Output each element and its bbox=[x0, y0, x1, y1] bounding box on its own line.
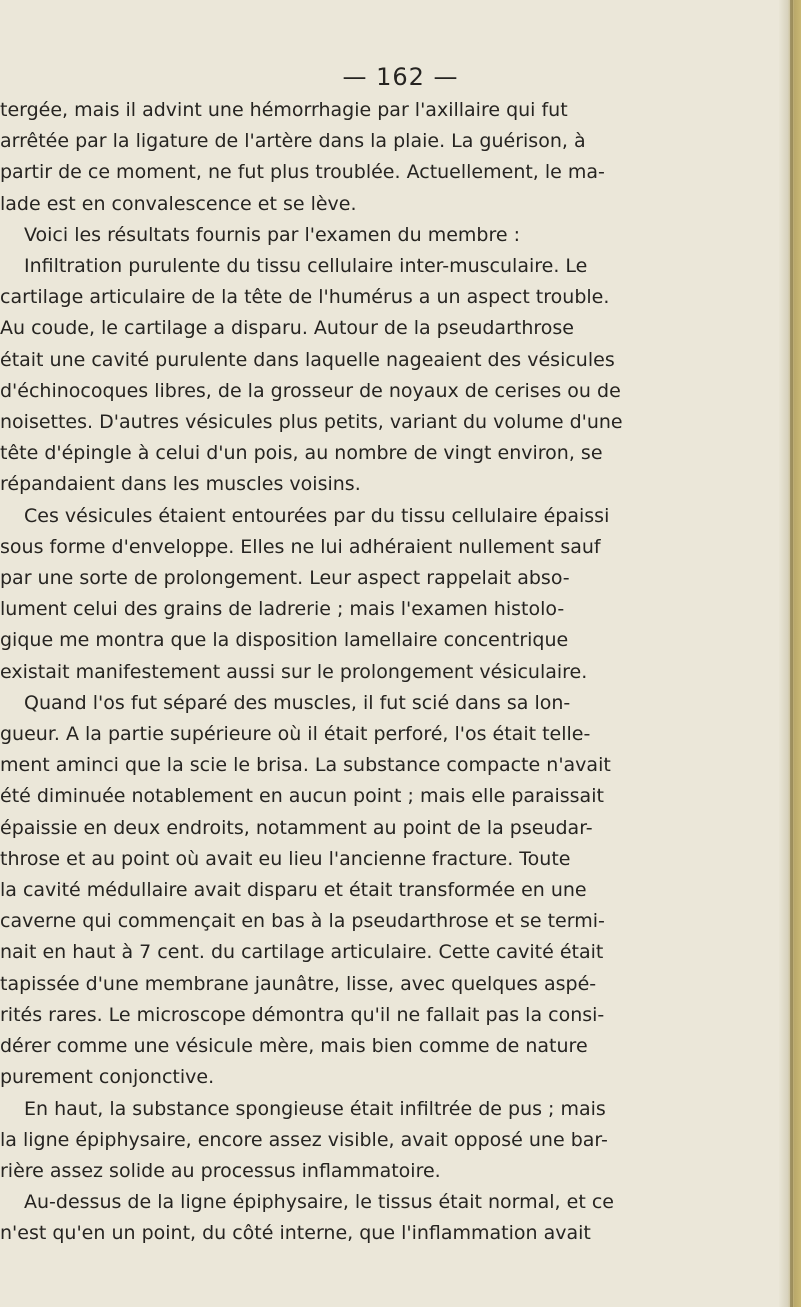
text-line: sous forme d'enveloppe. Elles ne lui adhéraient nullement sauf bbox=[0, 535, 601, 558]
text-line: la ligne épiphysaire, encore assez visible, avait opposé une bar- bbox=[0, 1128, 608, 1151]
text-line: été diminuée notablement en aucun point ; mais elle paraissait bbox=[0, 785, 604, 808]
text-line: nait en haut à 7 cent. du cartilage articulaire. Cette cavité était bbox=[0, 941, 604, 964]
text-line: noisettes. D'autres vésicules plus petits, variant du volume d'une bbox=[0, 411, 623, 434]
text-line: purement conjonctive. bbox=[0, 1066, 215, 1089]
text-line: par une sorte de prolongement. Leur aspect rappelait abso- bbox=[0, 567, 570, 590]
text-line: Infiltration purulente du tissu cellulaire inter-musculaire. Le bbox=[24, 255, 588, 278]
text-line: tête d'épingle à celui d'un pois, au nombre de vingt environ, se bbox=[0, 442, 603, 465]
text-line: cartilage articulaire de la tête de l'humérus a un aspect trouble. bbox=[0, 286, 610, 309]
text-line: partir de ce moment, ne fut plus troublée. Actuellement, le ma- bbox=[0, 161, 605, 184]
text-line: caverne qui commençait en bas à la pseudarthrose et se termi- bbox=[0, 910, 605, 933]
body-text bbox=[0, 95, 623, 1250]
text-line: tapissée d'une membrane jaunâtre, lisse, avec quelques aspé- bbox=[0, 972, 597, 995]
text-line: lument celui des grains de ladrerie ; mais l'examen histolo- bbox=[0, 598, 565, 621]
text-line: n'est qu'en un point, du côté interne, que l'inflammation avait bbox=[0, 1222, 591, 1245]
text-line: tergée, mais il advint une hémorrhagie par l'axillaire qui fut bbox=[0, 99, 568, 121]
text-line: épaissie en deux endroits, notamment au point de la pseudar- bbox=[0, 816, 593, 839]
text-line: Au-dessus de la ligne épiphysaire, le tissus était normal, et ce bbox=[24, 1191, 614, 1214]
text-line: dérer comme une vésicule mère, mais bien comme de nature bbox=[0, 1035, 588, 1058]
text-line: Voici les résultats fournis par l'examen du membre : bbox=[24, 223, 520, 246]
text-line: En haut, la substance spongieuse était infiltrée de pus ; mais bbox=[24, 1097, 606, 1120]
page-number: — 162 — bbox=[342, 63, 459, 91]
text-line: rière assez solide au processus inflammatoire. bbox=[0, 1159, 441, 1182]
text-line: Au coude, le cartilage a disparu. Autour de la pseudarthrose bbox=[0, 317, 574, 340]
text-line: était une cavité purulente dans laquelle nageaient des vésicules bbox=[0, 348, 615, 371]
text-line: rités rares. Le microscope démontra qu'il ne fallait pas la consi- bbox=[0, 1003, 605, 1026]
text-line: lade est en convalescence et se lève. bbox=[0, 192, 357, 215]
text-line: la cavité médullaire avait disparu et était transformée en une bbox=[0, 879, 587, 902]
text-line: gique me montra que la disposition lamellaire concentrique bbox=[0, 629, 569, 652]
text-line: ment aminci que la scie le brisa. La substance compacte n'avait bbox=[0, 754, 611, 777]
text-line: Ces vésicules étaient entourées par du tissu cellulaire épaissi bbox=[24, 504, 610, 527]
text-line: throse et au point où avait eu lieu l'ancienne fracture. Toute bbox=[0, 847, 571, 870]
text-line: gueur. A la partie supérieure où il était perforé, l'os était telle- bbox=[0, 723, 591, 746]
text-line: Quand l'os fut séparé des muscles, il fut scié dans sa lon- bbox=[24, 691, 571, 714]
page-edge-line bbox=[790, 0, 793, 1307]
text-line: répandaient dans les muscles voisins. bbox=[0, 473, 361, 496]
text-line: existait manifestement aussi sur le prolongement vésiculaire. bbox=[0, 660, 588, 683]
text-line: d'échinocoques libres, de la grosseur de noyaux de cerises ou de bbox=[0, 379, 621, 402]
text-line: arrêtée par la ligature de l'artère dans la plaie. La guérison, à bbox=[0, 130, 586, 153]
